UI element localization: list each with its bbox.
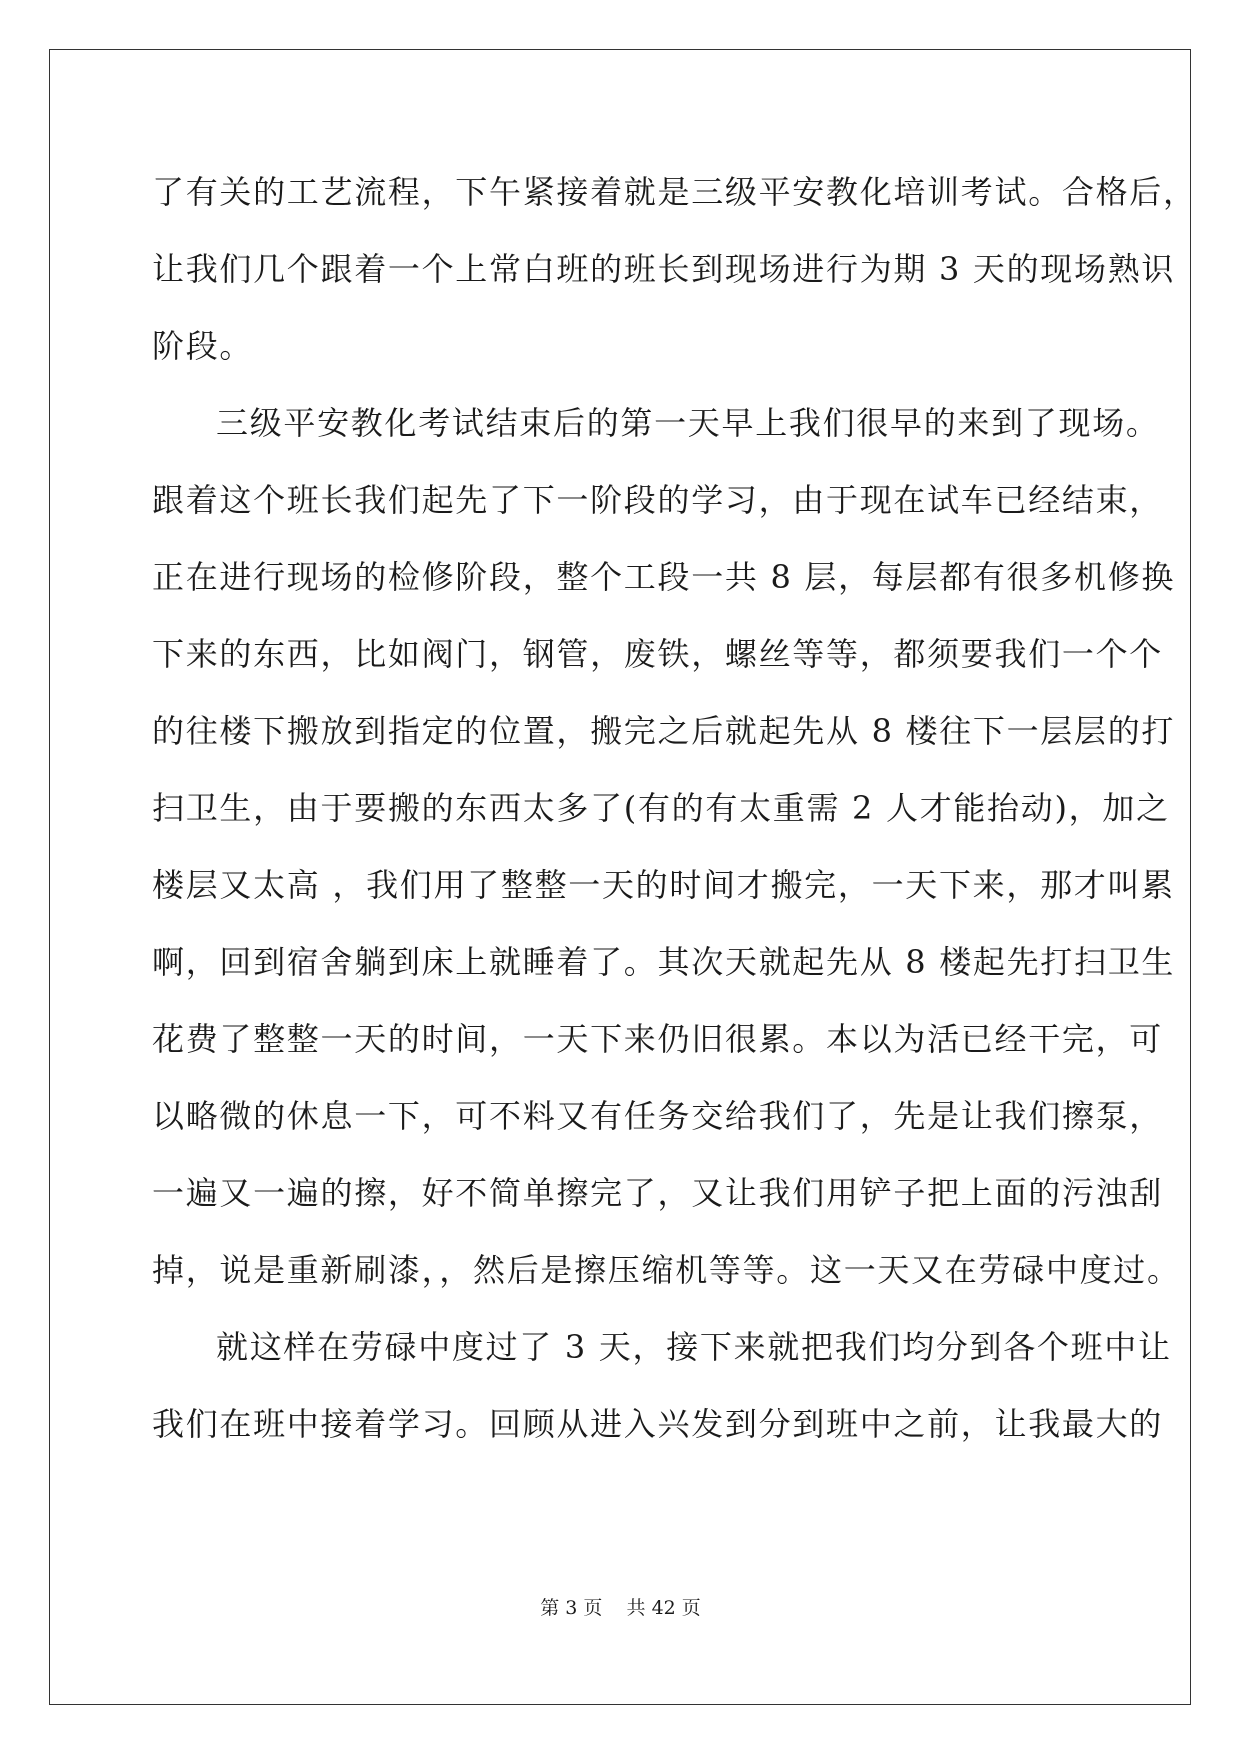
text-line: 楼层又太高 ，我们用了整整一天的时间才搬完，一天下来，那才叫累 <box>152 866 1175 904</box>
text-line: 让我们几个跟着一个上常白班的班长到现场进行为期 3 天的现场熟识 <box>152 250 1176 288</box>
text-line: 正在进行现场的检修阶段，整个工段一共 8 层，每层都有很多机修换 <box>152 558 1176 596</box>
paragraph-start-line: 三级平安教化考试结束后的第一天早上我们很早的来到了现场。 <box>216 404 1160 442</box>
text-line: 下来的东西，比如阀门，钢管，废铁，螺丝等等，都须要我们一个个 <box>152 635 1164 673</box>
text-line: 扫卫生，由于要搬的东西太多了(有的有太重需 2 人才能抬动)，加之 <box>152 789 1170 827</box>
page-footer <box>0 1593 1241 1620</box>
text-line: 阶段。 <box>152 327 254 365</box>
paragraph-start-line: 就这样在劳碌中度过了 3 天，接下来就把我们均分到各个班中让 <box>216 1328 1172 1366</box>
text-line: 我们在班中接着学习。回顾从进入兴发到分到班中之前，让我最大的 <box>152 1405 1164 1443</box>
text-line: 的往楼下搬放到指定的位置，搬完之后就起先从 8 楼往下一层层的打 <box>152 712 1176 750</box>
text-line: 以略微的休息一下，可不料又有任务交给我们了，先是让我们擦泵， <box>152 1097 1164 1135</box>
text-line: 啊，回到宿舍躺到床上就睡着了。其次天就起先从 8 楼起先打扫卫生 <box>152 943 1176 981</box>
text-line: 一遍又一遍的擦，好不简单擦完了，又让我们用铲子把上面的污浊刮 <box>152 1174 1164 1212</box>
text-line: 掉，说是重新刷漆，，然后是擦压缩机等等。这一天又在劳碌中度过。 <box>152 1251 1181 1289</box>
text-line: 跟着这个班长我们起先了下一阶段的学习，由于现在试车已经结束， <box>152 481 1164 519</box>
page-number-label: 第 3 页 共 42 页 <box>540 1597 701 1619</box>
text-line: 了有关的工艺流程，下午紧接着就是三级平安教化培训考试。合格后， <box>152 173 1197 211</box>
document-body <box>152 154 1197 1463</box>
text-line: 花费了整整一天的时间，一天下来仍旧很累。本以为活已经干完，可 <box>152 1020 1164 1058</box>
